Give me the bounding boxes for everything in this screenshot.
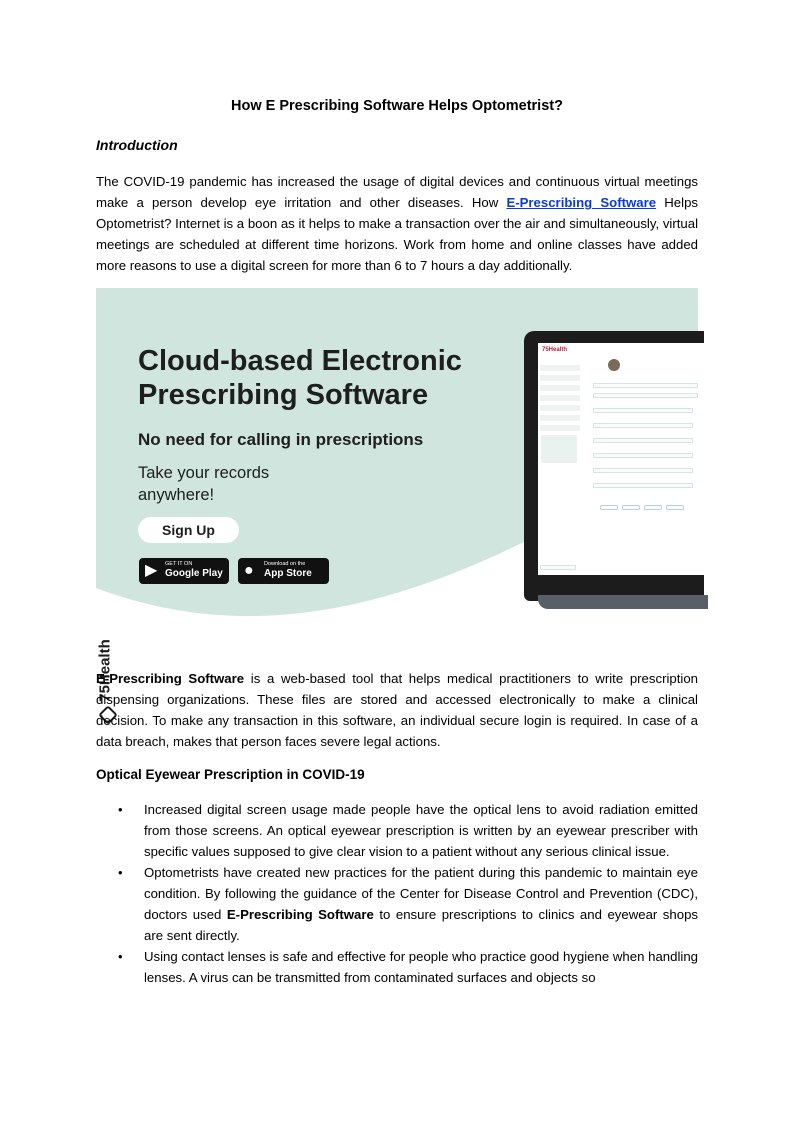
banner-subhead: No need for calling in prescriptions — [138, 430, 424, 449]
bullet-list — [96, 799, 698, 988]
optical-heading: Optical Eyewear Prescription in COVID-19 — [96, 767, 365, 782]
laptop-base — [538, 595, 708, 609]
banner-tagline: Take your records anywhere! — [138, 464, 270, 504]
bullet-icon: • — [118, 865, 123, 880]
apple-icon: ● — [244, 562, 254, 579]
play-icon: ▶ — [145, 562, 158, 579]
screen-promo-box — [541, 435, 577, 463]
list-item: • Increased digital screen usage made people have the optical lens to avoid radiation emitted from those screens. An optical eyewear prescription is written by an eyewear prescriber with specific values supposed to give clear vision to a patient without any serious clinical issue. — [96, 799, 698, 862]
app-store-badge[interactable]: ● Download on the App Store — [238, 558, 329, 584]
avatar — [608, 359, 620, 371]
screen-logo: 75Health — [542, 347, 568, 353]
google-play-badge[interactable]: ▶ GET IT ON Google Play — [139, 558, 229, 584]
list-item: • Optometrists have created new practices for the patient during this pandemic to maintain eye condition. By following the guidance of the Center for Disease Control and Prevention (CDC), doctors used E-Prescribing Software to ensure prescriptions to clinics and eyewear shops are sent directly. — [96, 862, 698, 946]
brand-logo: 75Health — [98, 624, 116, 724]
signup-button[interactable]: Sign Up — [138, 517, 239, 543]
banner-headline: Cloud-based Electronic Prescribing Software — [138, 345, 462, 411]
software-paragraph: E-Prescribing Software is a web-based tool that helps medical practitioners to write prescription dispensing organizations. These files are stored and accessed electronically to make a clinical decision. To make any transaction in this software, an individual secure login is required. In case of a data breach, makes that person faces severe legal actions. — [96, 671, 698, 749]
bullet-icon: • — [118, 949, 123, 964]
bullet-icon: • — [118, 802, 123, 817]
laptop-illustration — [524, 331, 704, 601]
intro-heading: Introduction — [96, 137, 178, 153]
promo-banner — [96, 288, 698, 702]
list-item: • Using contact lenses is safe and effective for people who practice good hygiene when handling lenses. A virus can be transmitted from contaminated surfaces and objects so — [96, 946, 698, 988]
page-title: How E Prescribing Software Helps Optometrist? — [231, 98, 563, 114]
e-prescribing-link[interactable]: E-Prescribing Software — [506, 195, 657, 210]
screen-sidebar — [540, 365, 580, 435]
laptop-screen — [538, 343, 708, 575]
intro-paragraph: The COVID-19 pandemic has increased the usage of digital devices and continuous virtual meetings make a person develop eye irritation and other diseases. How E-Prescribing Software Helps Optometrist? Internet is a boon as it helps to make a transaction over the air and simultaneously, virtual meetings are scheduled at different time horizons. Work from home and online classes have added more reasons to use a digital screen for more than 6 to 7 hours a day additionally. — [96, 174, 698, 273]
